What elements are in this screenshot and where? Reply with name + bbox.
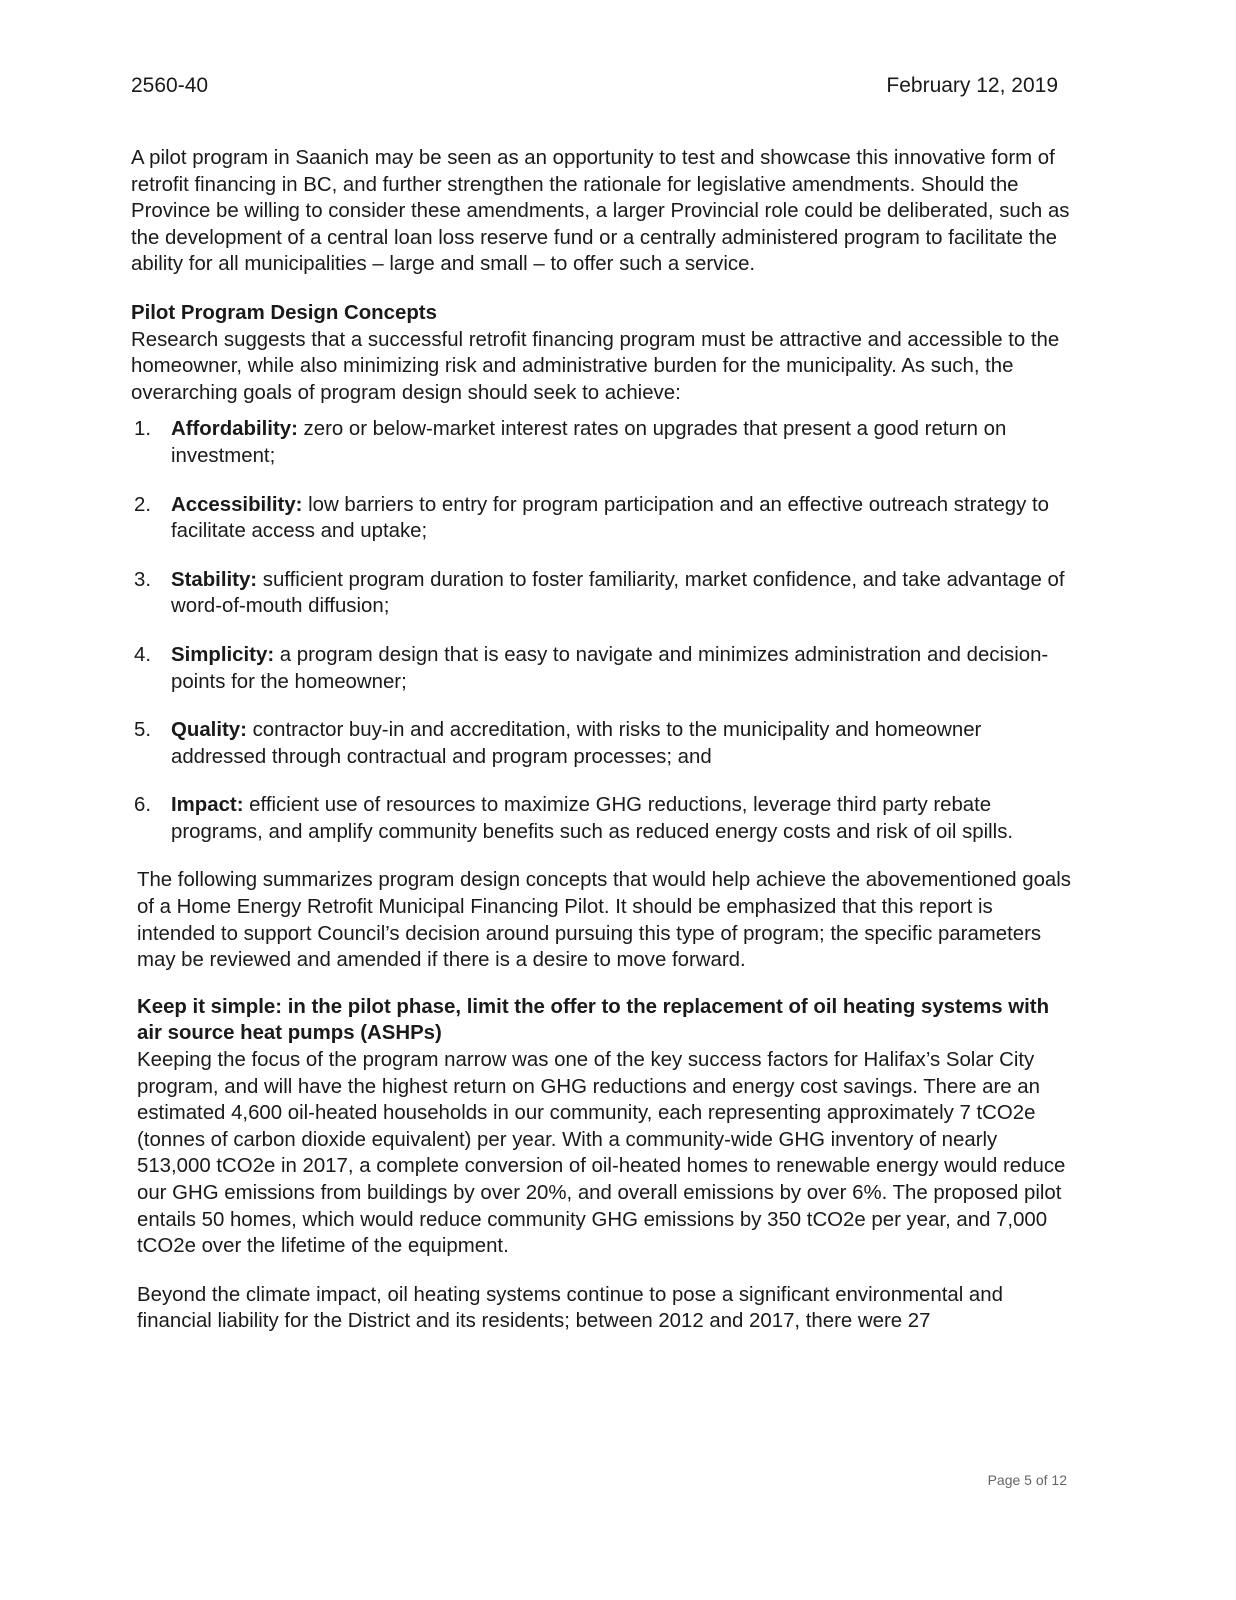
section-heading-keep-simple: Keep it simple: in the pilot phase, limit the offer to the replacement of oil heating systems with air source heat pumps (ASHPs) (137, 995, 1050, 1045)
list-item-term: Stability: (171, 568, 258, 591)
page-number: Page 5 of 12 (987, 1472, 1067, 1488)
list-item-text: low barriers to entry for program participation and an effective outreach strategy to facilitate access and uptake; (171, 493, 1049, 543)
list-item-number: 5. (134, 719, 152, 742)
goals-list (131, 416, 1071, 845)
intro-paragraph: A pilot program in Saanich may be seen as an opportunity to test and showcase this innovative form of retrofit financing in BC, and further strengthen the rationale for legislative amendments. Should the Province be willing to consider these amendments, a larger Provincial role could be deliberated, such as the development of a central loan loss reserve fund or a centrally administered program to facilitate the ability for all municipalities – large and small – to offer such a service. (131, 147, 1070, 276)
list-item-text: contractor buy-in and accreditation, with risks to the municipality and homeowner addressed through contractual and program processes; and (171, 719, 982, 768)
list-item (131, 642, 1071, 695)
climate-impact-paragraph: Beyond the climate impact, oil heating systems continue to pose a significant environmental and financial liability for the District and its residents; between 2012 and 2017, there were 27 (137, 1283, 1003, 1333)
list-item-text: efficient use of resources to maximize GHG reductions, leverage third party rebate programs, and amplify community benefits such as reduced energy costs and risk of oil spills. (171, 794, 1014, 843)
list-item (131, 416, 1071, 469)
ashp-paragraph: Keeping the focus of the program narrow was one of the key success factors for Halifax’s Solar City program, and will have the highest return on GHG reductions and energy cost savings. There are an estimated 4,600 oil-heated households in our community, each representing approximately 7 tCO2e (tonnes of carbon dioxide equivalent) per year. With a community-wide GHG inventory of nearly 513,000 tCO2e in 2017, a complete conversion of oil-heated homes to renewable energy would reduce our GHG emissions from buildings by over 20%, and overall emissions by over 6%. The proposed pilot entails 50 homes, which would reduce community GHG emissions by 350 tCO2e per year, and 7,000 tCO2e over the lifetime of the equipment. (137, 1049, 1066, 1258)
list-item-number: 4. (134, 643, 152, 666)
list-item-number: 3. (134, 568, 152, 591)
list-item-term: Simplicity: (171, 643, 275, 666)
list-item (131, 492, 1071, 545)
list-item (131, 717, 1071, 770)
list-item-number: 2. (134, 493, 152, 516)
list-item-term: Quality: (171, 719, 247, 742)
summary-paragraph: The following summarizes program design concepts that would help achieve the abovementioned goals of a Home Energy Retrofit Municipal Financing Pilot. It should be emphasized that this report is intended to support Council’s decision around pursuing this type of program; the specific parameters may be reviewed and amended if there is a desire to move forward. (137, 869, 1071, 972)
page-body (131, 145, 1071, 1335)
list-item-text: a program design that is easy to navigate and minimizes administration and decision-points for the homeowner; (171, 643, 1049, 693)
list-item-text: sufficient program duration to foster familiarity, market confidence, and take advantage of word-of-mouth diffusion; (171, 568, 1065, 618)
list-item (131, 792, 1071, 845)
design-lead-paragraph: Research suggests that a successful retrofit financing program must be attractive and accessible to the homeowner, while also minimizing risk and administrative burden for the municipality. As such, the overarching goals of program design should seek to achieve: (131, 328, 1060, 404)
section-heading-design: Pilot Program Design Concepts (131, 301, 437, 324)
list-item-number: 1. (134, 418, 152, 441)
document-date: February 12, 2019 (886, 74, 1058, 97)
file-number: 2560-40 (131, 74, 209, 97)
list-item-text: zero or below-market interest rates on upgrades that present a good return on investment; (171, 418, 1007, 467)
list-item-term: Accessibility: (171, 493, 303, 516)
list-item-number: 6. (134, 794, 152, 817)
list-item-term: Impact: (171, 794, 244, 817)
later-sections (131, 867, 1071, 1335)
list-item-term: Affordability: (171, 418, 298, 441)
list-item (131, 567, 1071, 620)
